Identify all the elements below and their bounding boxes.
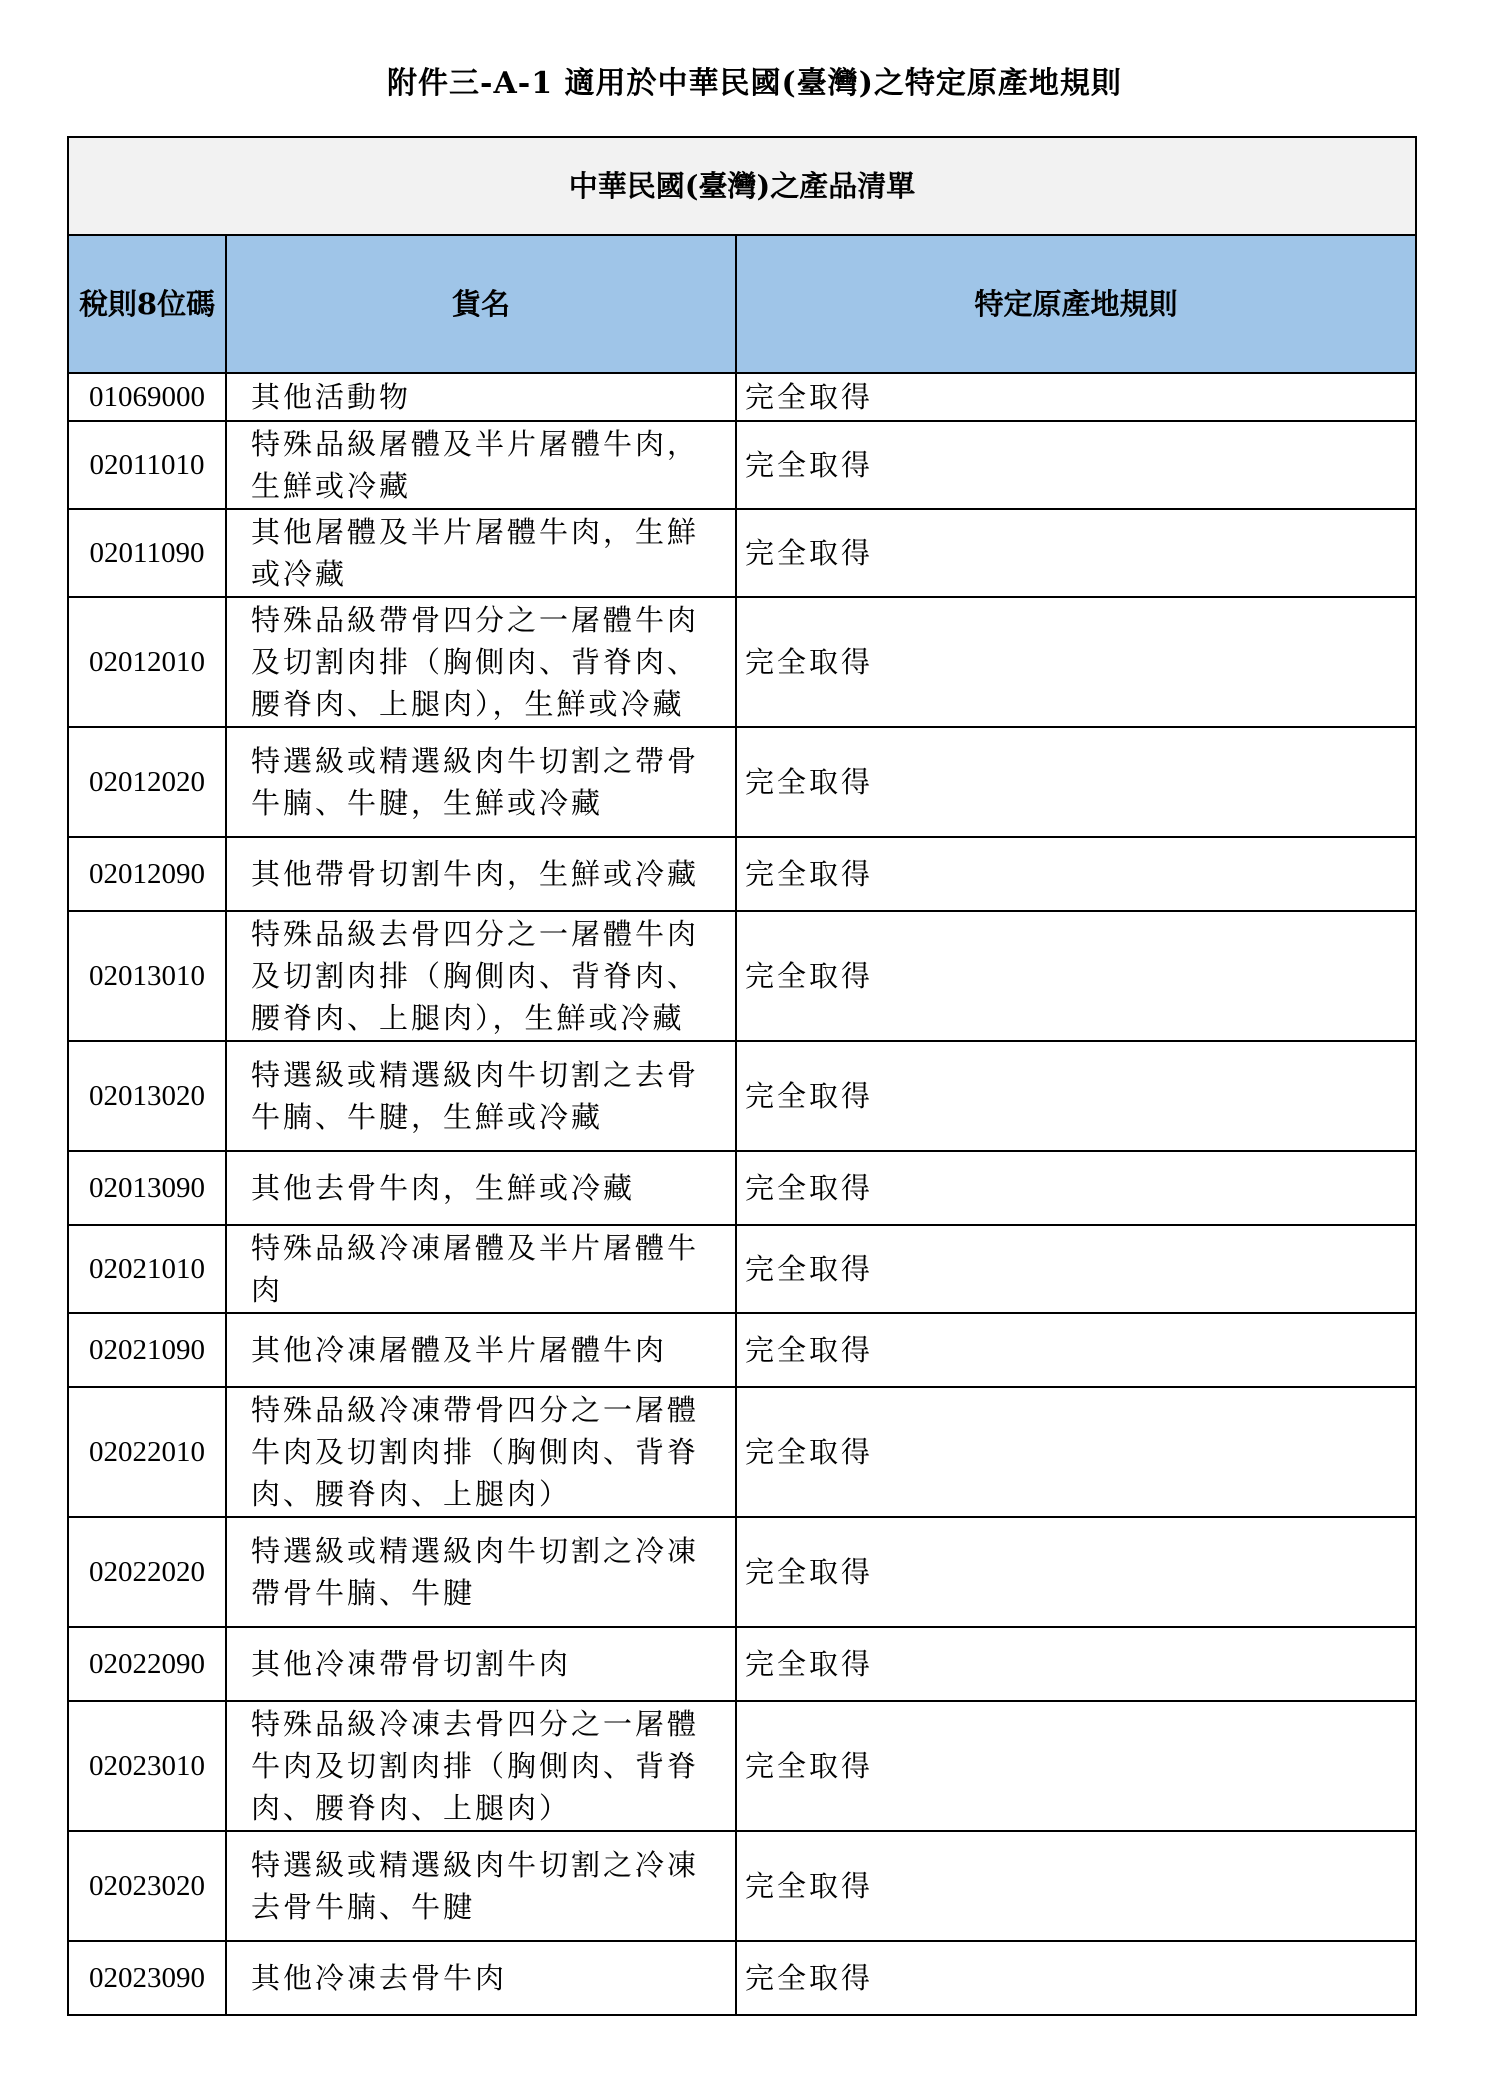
table-header-row	[68, 235, 1416, 373]
tariff-code-cell: 02012020	[68, 727, 226, 837]
origin-rule-cell: 完全取得	[736, 1517, 1416, 1627]
goods-name-cell: 特殊品級屠體及半片屠體牛肉，生鮮或冷藏	[226, 421, 736, 509]
tariff-code-cell: 02021090	[68, 1313, 226, 1387]
tariff-code-cell: 02012090	[68, 837, 226, 911]
header-origin-rule: 特定原產地規則	[736, 235, 1416, 373]
origin-rule-cell: 完全取得	[736, 509, 1416, 597]
table-row	[68, 1701, 1416, 1831]
goods-name-cell: 其他冷凍去骨牛肉	[226, 1941, 736, 2015]
origin-rule-cell: 完全取得	[736, 1225, 1416, 1313]
table-row	[68, 597, 1416, 727]
goods-name-cell: 特選級或精選級肉牛切割之冷凍去骨牛腩、牛腱	[226, 1831, 736, 1941]
tariff-code-cell: 02023090	[68, 1941, 226, 2015]
origin-rule-cell: 完全取得	[736, 1831, 1416, 1941]
table-row	[68, 1387, 1416, 1517]
goods-name-cell: 特殊品級去骨四分之一屠體牛肉及切割肉排（胸側肉、背脊肉、腰脊肉、上腿肉），生鮮或冷藏	[226, 911, 736, 1041]
tariff-code-cell: 02023020	[68, 1831, 226, 1941]
origin-rule-cell: 完全取得	[736, 911, 1416, 1041]
goods-name-cell: 特殊品級冷凍帶骨四分之一屠體牛肉及切割肉排（胸側肉、背脊肉、腰脊肉、上腿肉）	[226, 1387, 736, 1517]
product-list-table	[67, 136, 1417, 2016]
origin-rule-cell: 完全取得	[736, 1313, 1416, 1387]
tariff-code-cell: 02012010	[68, 597, 226, 727]
origin-rule-cell: 完全取得	[736, 1387, 1416, 1517]
header-tariff-code: 稅則8位碼	[68, 235, 226, 373]
table-row	[68, 1517, 1416, 1627]
table-row	[68, 1225, 1416, 1313]
table-row	[68, 1041, 1416, 1151]
table-row	[68, 421, 1416, 509]
tariff-code-cell: 02023010	[68, 1701, 226, 1831]
table-row	[68, 837, 1416, 911]
tariff-code-cell: 01069000	[68, 373, 226, 421]
table-row	[68, 911, 1416, 1041]
document-title: 附件三-A-1 適用於中華民國(臺灣)之特定原產地規則	[387, 66, 1122, 101]
tariff-code-cell: 02022010	[68, 1387, 226, 1517]
origin-rule-cell: 完全取得	[736, 1041, 1416, 1151]
table-row	[68, 1941, 1416, 2015]
origin-rule-cell: 完全取得	[736, 373, 1416, 421]
tariff-code-cell: 02011010	[68, 421, 226, 509]
goods-name-cell: 其他冷凍帶骨切割牛肉	[226, 1627, 736, 1701]
tariff-code-cell: 02013090	[68, 1151, 226, 1225]
table-row	[68, 727, 1416, 837]
table-row	[68, 1313, 1416, 1387]
header-goods-name: 貨名	[226, 235, 736, 373]
goods-name-cell: 其他去骨牛肉，生鮮或冷藏	[226, 1151, 736, 1225]
goods-name-cell: 特選級或精選級肉牛切割之去骨牛腩、牛腱，生鮮或冷藏	[226, 1041, 736, 1151]
table-body	[68, 373, 1416, 2015]
tariff-code-cell: 02013020	[68, 1041, 226, 1151]
table-row	[68, 1151, 1416, 1225]
origin-rule-cell: 完全取得	[736, 1151, 1416, 1225]
goods-name-cell: 特選級或精選級肉牛切割之帶骨牛腩、牛腱，生鮮或冷藏	[226, 727, 736, 837]
goods-name-cell: 其他屠體及半片屠體牛肉，生鮮或冷藏	[226, 509, 736, 597]
origin-rule-cell: 完全取得	[736, 1627, 1416, 1701]
tariff-code-cell: 02022020	[68, 1517, 226, 1627]
origin-rule-cell: 完全取得	[736, 1941, 1416, 2015]
tariff-code-cell: 02022090	[68, 1627, 226, 1701]
table-row	[68, 373, 1416, 421]
goods-name-cell: 其他冷凍屠體及半片屠體牛肉	[226, 1313, 736, 1387]
origin-rule-cell: 完全取得	[736, 597, 1416, 727]
origin-rule-cell: 完全取得	[736, 421, 1416, 509]
goods-name-cell: 特殊品級冷凍去骨四分之一屠體牛肉及切割肉排（胸側肉、背脊肉、腰脊肉、上腿肉）	[226, 1701, 736, 1831]
table-row	[68, 509, 1416, 597]
goods-name-cell: 特殊品級冷凍屠體及半片屠體牛肉	[226, 1225, 736, 1313]
goods-name-cell: 特選級或精選級肉牛切割之冷凍帶骨牛腩、牛腱	[226, 1517, 736, 1627]
origin-rule-cell: 完全取得	[736, 1701, 1416, 1831]
tariff-code-cell: 02011090	[68, 509, 226, 597]
goods-name-cell: 其他活動物	[226, 373, 736, 421]
tariff-code-cell: 02013010	[68, 911, 226, 1041]
goods-name-cell: 其他帶骨切割牛肉，生鮮或冷藏	[226, 837, 736, 911]
table-caption: 中華民國(臺灣)之產品清單	[68, 137, 1416, 235]
origin-rule-cell: 完全取得	[736, 727, 1416, 837]
goods-name-cell: 特殊品級帶骨四分之一屠體牛肉及切割肉排（胸側肉、背脊肉、腰脊肉、上腿肉），生鮮或冷藏	[226, 597, 736, 727]
tariff-code-cell: 02021010	[68, 1225, 226, 1313]
table-row	[68, 1831, 1416, 1941]
table-row	[68, 1627, 1416, 1701]
origin-rule-cell: 完全取得	[736, 837, 1416, 911]
